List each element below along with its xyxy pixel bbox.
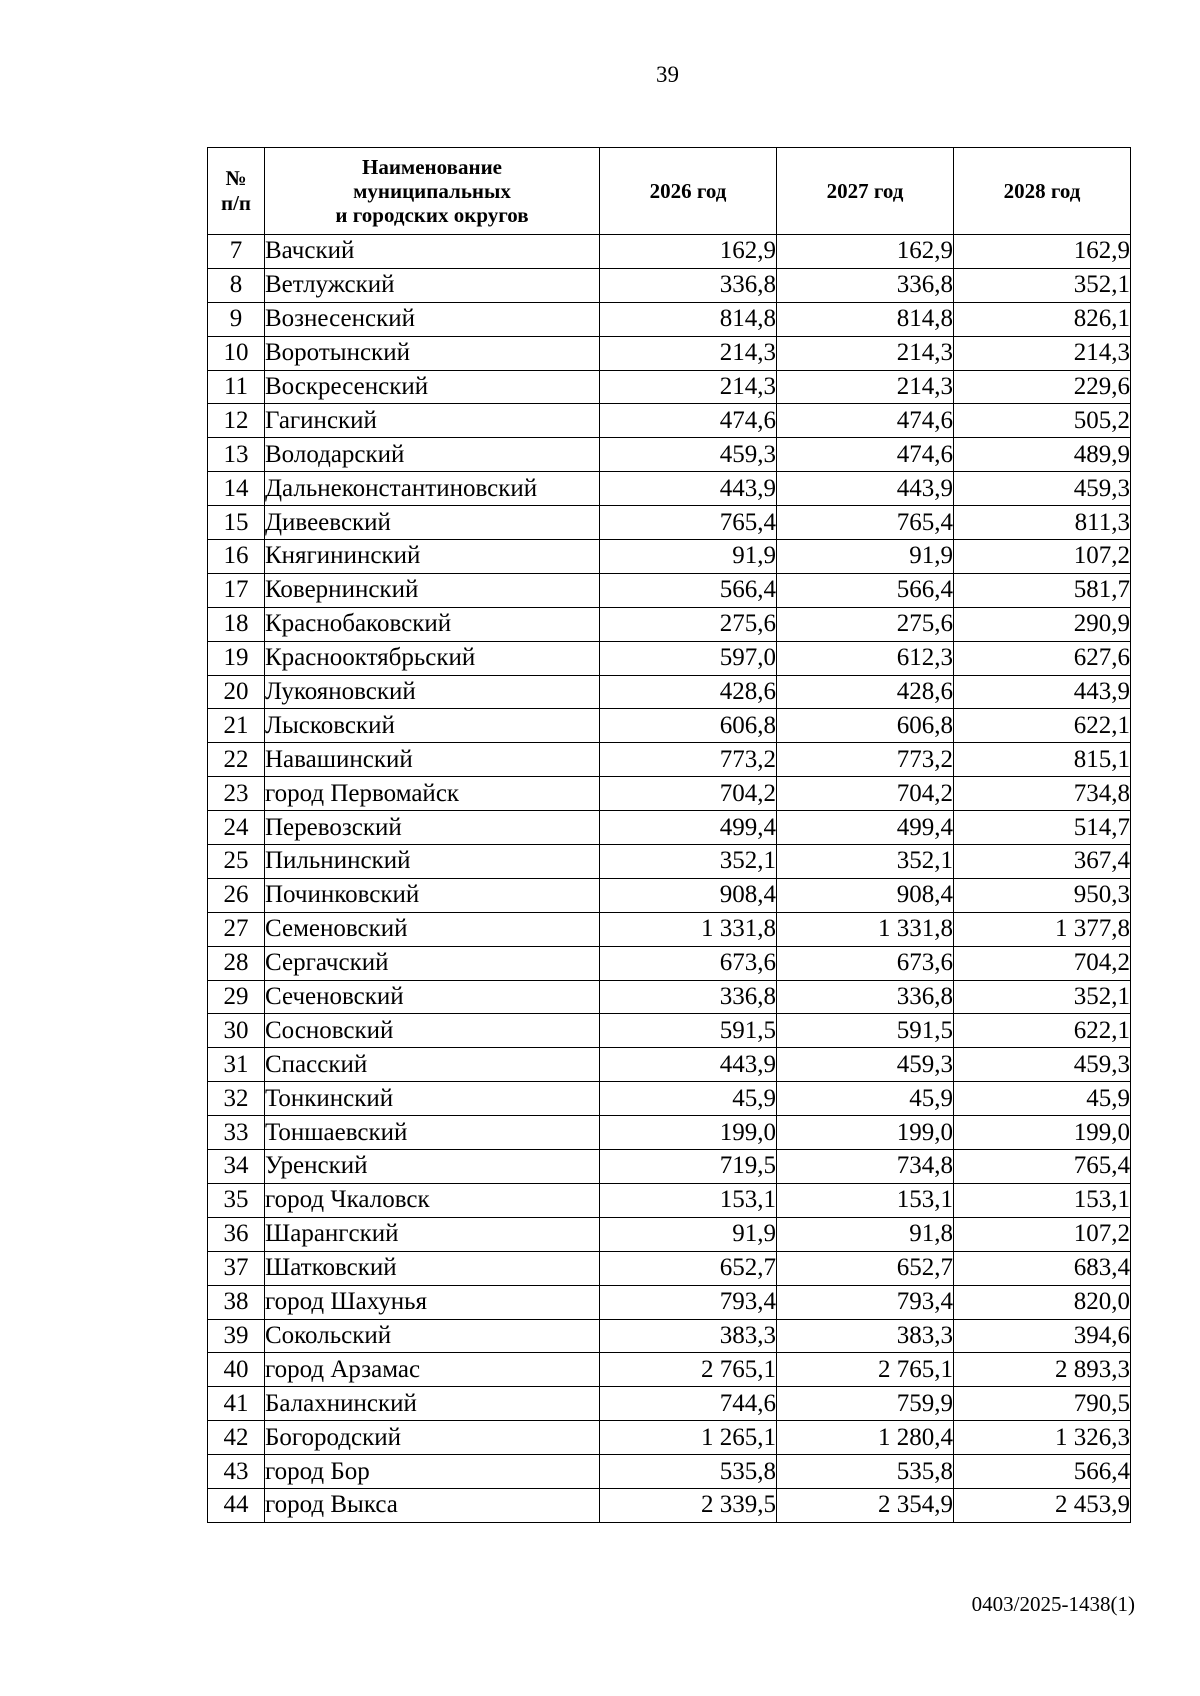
cell-municipality: город Выкса	[265, 1488, 600, 1522]
cell-value-2026: 352,1	[600, 845, 777, 879]
cell-number: 16	[208, 540, 265, 574]
table-header-row	[208, 148, 1131, 235]
cell-value-2026: 591,5	[600, 1014, 777, 1048]
cell-municipality: Сеченовский	[265, 980, 600, 1014]
cell-value-2026: 91,9	[600, 540, 777, 574]
table-row	[208, 438, 1131, 472]
cell-value-2028: 107,2	[954, 1217, 1131, 1251]
cell-number: 17	[208, 573, 265, 607]
cell-value-2026: 459,3	[600, 438, 777, 472]
cell-value-2027: 153,1	[777, 1183, 954, 1217]
cell-value-2026: 214,3	[600, 336, 777, 370]
cell-value-2026: 443,9	[600, 1048, 777, 1082]
cell-municipality: Лысковский	[265, 709, 600, 743]
cell-value-2027: 428,6	[777, 675, 954, 709]
table-row	[208, 506, 1131, 540]
cell-value-2026: 474,6	[600, 404, 777, 438]
cell-value-2027: 352,1	[777, 845, 954, 879]
cell-number: 39	[208, 1319, 265, 1353]
cell-value-2028: 229,6	[954, 370, 1131, 404]
cell-value-2026: 91,9	[600, 1217, 777, 1251]
cell-value-2028: 622,1	[954, 709, 1131, 743]
header-municipality-line-2: муниципальных	[353, 179, 511, 203]
cell-number: 41	[208, 1387, 265, 1421]
table-row	[208, 607, 1131, 641]
cell-value-2028: 107,2	[954, 540, 1131, 574]
header-number-line-2: п/п	[220, 191, 252, 215]
table-row	[208, 1455, 1131, 1489]
cell-value-2026: 597,0	[600, 641, 777, 675]
header-municipality-line-1: Наименование	[362, 155, 502, 179]
cell-municipality: Володарский	[265, 438, 600, 472]
cell-value-2028: 2 893,3	[954, 1353, 1131, 1387]
table-row	[208, 1387, 1131, 1421]
cell-value-2027: 336,8	[777, 980, 954, 1014]
cell-value-2027: 383,3	[777, 1319, 954, 1353]
cell-value-2027: 214,3	[777, 370, 954, 404]
cell-municipality: Дальнеконстантиновский	[265, 472, 600, 506]
table-row	[208, 1285, 1131, 1319]
cell-value-2026: 814,8	[600, 302, 777, 336]
cell-municipality: Тонкинский	[265, 1082, 600, 1116]
cell-number: 25	[208, 845, 265, 879]
cell-number: 10	[208, 336, 265, 370]
cell-value-2026: 428,6	[600, 675, 777, 709]
cell-value-2027: 443,9	[777, 472, 954, 506]
cell-municipality: Вачский	[265, 235, 600, 269]
cell-value-2028: 45,9	[954, 1082, 1131, 1116]
cell-value-2026: 652,7	[600, 1251, 777, 1285]
cell-value-2026: 162,9	[600, 235, 777, 269]
table-row	[208, 540, 1131, 574]
table-row	[208, 268, 1131, 302]
cell-municipality: город Первомайск	[265, 777, 600, 811]
cell-municipality: Шарангский	[265, 1217, 600, 1251]
cell-municipality: Сосновский	[265, 1014, 600, 1048]
cell-value-2028: 790,5	[954, 1387, 1131, 1421]
table-row	[208, 1421, 1131, 1455]
cell-value-2027: 908,4	[777, 878, 954, 912]
cell-value-2028: 162,9	[954, 235, 1131, 269]
cell-value-2027: 2 354,9	[777, 1488, 954, 1522]
table-row	[208, 1217, 1131, 1251]
table-row	[208, 777, 1131, 811]
cell-municipality: Ковернинский	[265, 573, 600, 607]
cell-value-2027: 759,9	[777, 1387, 954, 1421]
cell-value-2028: 352,1	[954, 980, 1131, 1014]
table-row	[208, 878, 1131, 912]
cell-value-2028: 704,2	[954, 946, 1131, 980]
cell-municipality: город Бор	[265, 1455, 600, 1489]
cell-number: 19	[208, 641, 265, 675]
page-number: 39	[656, 62, 679, 87]
cell-value-2026: 566,4	[600, 573, 777, 607]
cell-number: 7	[208, 235, 265, 269]
cell-municipality: Навашинский	[265, 743, 600, 777]
cell-number: 11	[208, 370, 265, 404]
cell-value-2026: 744,6	[600, 1387, 777, 1421]
cell-municipality: Уренский	[265, 1150, 600, 1184]
table-row	[208, 811, 1131, 845]
cell-value-2027: 765,4	[777, 506, 954, 540]
cell-municipality: Дивеевский	[265, 506, 600, 540]
cell-value-2027: 91,9	[777, 540, 954, 574]
cell-value-2026: 535,8	[600, 1455, 777, 1489]
cell-value-2028: 950,3	[954, 878, 1131, 912]
cell-value-2027: 793,4	[777, 1285, 954, 1319]
cell-municipality: Воскресенский	[265, 370, 600, 404]
table-row	[208, 573, 1131, 607]
table-row	[208, 1353, 1131, 1387]
cell-number: 35	[208, 1183, 265, 1217]
cell-number: 22	[208, 743, 265, 777]
cell-value-2028: 214,3	[954, 336, 1131, 370]
cell-municipality: Тоншаевский	[265, 1116, 600, 1150]
cell-value-2026: 45,9	[600, 1082, 777, 1116]
cell-value-2026: 606,8	[600, 709, 777, 743]
cell-municipality: Лукояновский	[265, 675, 600, 709]
cell-value-2028: 815,1	[954, 743, 1131, 777]
cell-number: 32	[208, 1082, 265, 1116]
cell-value-2027: 459,3	[777, 1048, 954, 1082]
cell-number: 27	[208, 912, 265, 946]
cell-value-2027: 499,4	[777, 811, 954, 845]
table-row	[208, 1048, 1131, 1082]
cell-municipality: город Шахунья	[265, 1285, 600, 1319]
cell-value-2028: 683,4	[954, 1251, 1131, 1285]
table-body	[208, 235, 1131, 1523]
cell-value-2028: 2 453,9	[954, 1488, 1131, 1522]
cell-value-2027: 612,3	[777, 641, 954, 675]
cell-value-2027: 336,8	[777, 268, 954, 302]
subsidy-table	[207, 147, 1131, 1523]
cell-value-2027: 734,8	[777, 1150, 954, 1184]
cell-value-2027: 1 331,8	[777, 912, 954, 946]
cell-value-2028: 352,1	[954, 268, 1131, 302]
cell-municipality: Сергачский	[265, 946, 600, 980]
cell-value-2028: 622,1	[954, 1014, 1131, 1048]
cell-municipality: город Чкаловск	[265, 1183, 600, 1217]
table-row	[208, 912, 1131, 946]
cell-value-2027: 704,2	[777, 777, 954, 811]
cell-number: 43	[208, 1455, 265, 1489]
cell-municipality: Балахнинский	[265, 1387, 600, 1421]
table-row	[208, 675, 1131, 709]
header-year-2028: 2028 год	[954, 148, 1131, 235]
cell-value-2026: 704,2	[600, 777, 777, 811]
header-year-2026: 2026 год	[600, 148, 777, 235]
cell-number: 21	[208, 709, 265, 743]
cell-value-2026: 1 265,1	[600, 1421, 777, 1455]
cell-value-2026: 214,3	[600, 370, 777, 404]
cell-municipality: Шатковский	[265, 1251, 600, 1285]
cell-municipality: город Арзамас	[265, 1353, 600, 1387]
cell-value-2028: 290,9	[954, 607, 1131, 641]
table-row	[208, 1319, 1131, 1353]
cell-value-2027: 91,8	[777, 1217, 954, 1251]
cell-value-2028: 505,2	[954, 404, 1131, 438]
header-municipality-line-3: и городских округов	[335, 203, 529, 227]
cell-number: 18	[208, 607, 265, 641]
cell-value-2028: 1 326,3	[954, 1421, 1131, 1455]
cell-municipality: Пильнинский	[265, 845, 600, 879]
cell-value-2027: 45,9	[777, 1082, 954, 1116]
table-row	[208, 404, 1131, 438]
table-row	[208, 1082, 1131, 1116]
table-row	[208, 302, 1131, 336]
cell-value-2027: 199,0	[777, 1116, 954, 1150]
document-code: 0403/2025-1438(1)	[971, 1592, 1135, 1616]
cell-value-2027: 652,7	[777, 1251, 954, 1285]
cell-value-2026: 336,8	[600, 268, 777, 302]
cell-municipality: Починковский	[265, 878, 600, 912]
table-row	[208, 743, 1131, 777]
cell-value-2027: 275,6	[777, 607, 954, 641]
cell-value-2027: 566,4	[777, 573, 954, 607]
header-number	[208, 148, 265, 235]
cell-number: 9	[208, 302, 265, 336]
cell-value-2028: 566,4	[954, 1455, 1131, 1489]
cell-value-2028: 765,4	[954, 1150, 1131, 1184]
cell-value-2026: 673,6	[600, 946, 777, 980]
cell-number: 24	[208, 811, 265, 845]
cell-value-2026: 2 765,1	[600, 1353, 777, 1387]
cell-number: 42	[208, 1421, 265, 1455]
cell-number: 36	[208, 1217, 265, 1251]
cell-value-2027: 591,5	[777, 1014, 954, 1048]
cell-municipality: Вознесенский	[265, 302, 600, 336]
cell-value-2026: 499,4	[600, 811, 777, 845]
cell-value-2026: 908,4	[600, 878, 777, 912]
cell-value-2026: 719,5	[600, 1150, 777, 1184]
cell-number: 23	[208, 777, 265, 811]
table-row	[208, 370, 1131, 404]
cell-number: 44	[208, 1488, 265, 1522]
table-row	[208, 336, 1131, 370]
table-row	[208, 1014, 1131, 1048]
cell-municipality: Ветлужский	[265, 268, 600, 302]
cell-municipality: Княгининский	[265, 540, 600, 574]
cell-number: 26	[208, 878, 265, 912]
table-row	[208, 1488, 1131, 1522]
cell-municipality: Гагинский	[265, 404, 600, 438]
table-row	[208, 1116, 1131, 1150]
table-row	[208, 235, 1131, 269]
cell-number: 13	[208, 438, 265, 472]
cell-number: 34	[208, 1150, 265, 1184]
cell-number: 15	[208, 506, 265, 540]
cell-value-2028: 394,6	[954, 1319, 1131, 1353]
cell-value-2027: 535,8	[777, 1455, 954, 1489]
cell-municipality: Богородский	[265, 1421, 600, 1455]
cell-value-2027: 474,6	[777, 438, 954, 472]
cell-value-2026: 336,8	[600, 980, 777, 1014]
cell-number: 40	[208, 1353, 265, 1387]
cell-value-2028: 820,0	[954, 1285, 1131, 1319]
table-row	[208, 980, 1131, 1014]
cell-number: 29	[208, 980, 265, 1014]
table-row	[208, 1150, 1131, 1184]
cell-value-2027: 162,9	[777, 235, 954, 269]
cell-value-2027: 1 280,4	[777, 1421, 954, 1455]
cell-value-2026: 793,4	[600, 1285, 777, 1319]
cell-value-2027: 773,2	[777, 743, 954, 777]
cell-value-2026: 2 339,5	[600, 1488, 777, 1522]
cell-value-2028: 459,3	[954, 1048, 1131, 1082]
cell-value-2028: 153,1	[954, 1183, 1131, 1217]
cell-number: 14	[208, 472, 265, 506]
table-row	[208, 845, 1131, 879]
cell-value-2028: 811,3	[954, 506, 1131, 540]
cell-value-2027: 673,6	[777, 946, 954, 980]
cell-value-2027: 474,6	[777, 404, 954, 438]
cell-value-2028: 367,4	[954, 845, 1131, 879]
cell-value-2028: 627,6	[954, 641, 1131, 675]
header-municipality	[265, 148, 600, 235]
cell-value-2027: 214,3	[777, 336, 954, 370]
cell-municipality: Сокольский	[265, 1319, 600, 1353]
table-row	[208, 1183, 1131, 1217]
table-row	[208, 709, 1131, 743]
cell-municipality: Спасский	[265, 1048, 600, 1082]
cell-value-2026: 773,2	[600, 743, 777, 777]
cell-value-2026: 443,9	[600, 472, 777, 506]
cell-municipality: Воротынский	[265, 336, 600, 370]
cell-number: 20	[208, 675, 265, 709]
table-row	[208, 641, 1131, 675]
cell-municipality: Семеновский	[265, 912, 600, 946]
cell-value-2026: 199,0	[600, 1116, 777, 1150]
cell-value-2028: 1 377,8	[954, 912, 1131, 946]
cell-municipality: Перевозский	[265, 811, 600, 845]
cell-value-2028: 443,9	[954, 675, 1131, 709]
table-row	[208, 1251, 1131, 1285]
cell-value-2028: 826,1	[954, 302, 1131, 336]
cell-number: 33	[208, 1116, 265, 1150]
cell-number: 30	[208, 1014, 265, 1048]
cell-value-2027: 606,8	[777, 709, 954, 743]
cell-value-2027: 814,8	[777, 302, 954, 336]
header-year-2027: 2027 год	[777, 148, 954, 235]
cell-value-2028: 489,9	[954, 438, 1131, 472]
cell-value-2026: 1 331,8	[600, 912, 777, 946]
cell-municipality: Краснобаковский	[265, 607, 600, 641]
cell-value-2026: 275,6	[600, 607, 777, 641]
table-row	[208, 472, 1131, 506]
cell-number: 38	[208, 1285, 265, 1319]
cell-value-2026: 383,3	[600, 1319, 777, 1353]
cell-value-2028: 514,7	[954, 811, 1131, 845]
cell-value-2026: 765,4	[600, 506, 777, 540]
cell-value-2028: 581,7	[954, 573, 1131, 607]
cell-value-2028: 459,3	[954, 472, 1131, 506]
cell-number: 31	[208, 1048, 265, 1082]
header-number-line-1: №	[225, 166, 247, 190]
cell-value-2028: 734,8	[954, 777, 1131, 811]
cell-number: 37	[208, 1251, 265, 1285]
cell-number: 12	[208, 404, 265, 438]
cell-value-2028: 199,0	[954, 1116, 1131, 1150]
cell-value-2027: 2 765,1	[777, 1353, 954, 1387]
cell-value-2026: 153,1	[600, 1183, 777, 1217]
cell-number: 28	[208, 946, 265, 980]
cell-municipality: Краснооктябрьский	[265, 641, 600, 675]
cell-number: 8	[208, 268, 265, 302]
table-row	[208, 946, 1131, 980]
